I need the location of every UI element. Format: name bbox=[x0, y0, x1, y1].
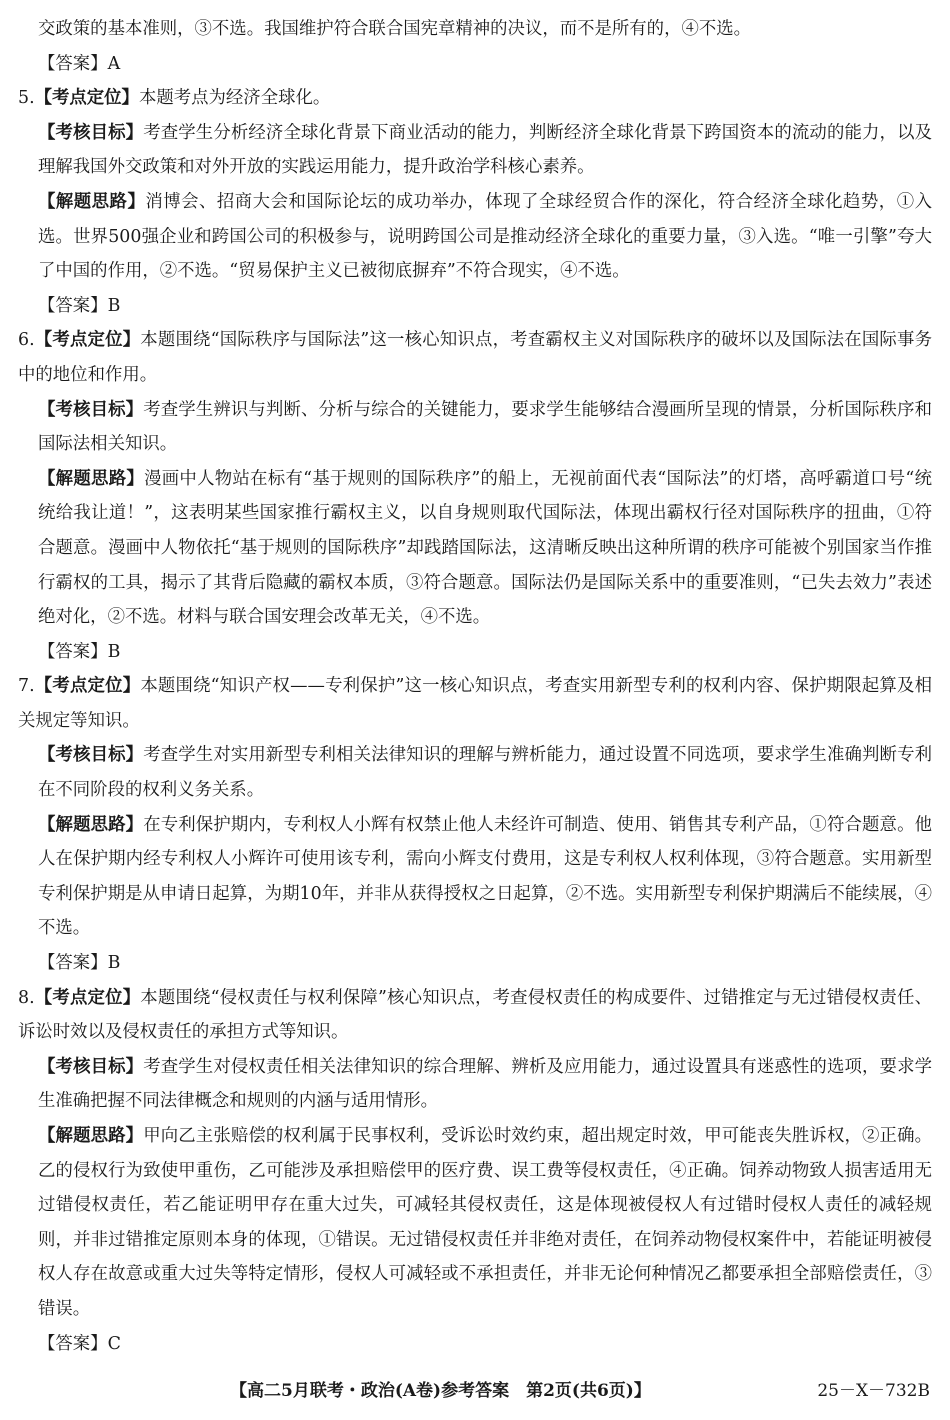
q5-idea-text: 消博会、招商大会和国际论坛的成功举办，体现了全球经贸合作的深化，符合经济全球化趋势，①入选。世界500强企业和跨国公司的积极参与，说明跨国公司是推动经济全球化的重要力量，③入选。“唯一引擎”夸大了中国的作用，②不选。“贸易保护主义已被彻底摒弃”不符合现实，④不选。 bbox=[38, 191, 932, 282]
q5-goal-tag: 【考核目标】 bbox=[38, 122, 144, 143]
q7-idea-tag: 【解题思路】 bbox=[38, 814, 144, 835]
footer-title: 【高二5月联考・政治(A卷)参考答案 第2页(共6页)】 bbox=[230, 1381, 651, 1401]
answer-q6: 【答案】B bbox=[38, 641, 121, 662]
q8-goal-text: 考查学生对侵权责任相关法律知识的综合理解、辨析及应用能力，通过设置具有迷惑性的选项，要求学生准确把握不同法律概念和规则的内涵与适用情形。 bbox=[38, 1056, 932, 1112]
q7-number: 7. bbox=[18, 676, 35, 697]
q6-number: 6. bbox=[18, 330, 35, 351]
q8-goal bbox=[18, 1050, 932, 1119]
footer-code: 25－X－732B bbox=[817, 1381, 930, 1401]
q7-location-text: 本题围绕“知识产权——专利保护”这一核心知识点，考查实用新型专利的权利内容、保护期限起算及相关规定等知识。 bbox=[18, 676, 932, 731]
q6-idea-tag: 【解题思路】 bbox=[38, 468, 145, 489]
q5-location-tag: 【考点定位】 bbox=[34, 88, 139, 109]
continuation-text: 交政策的基本准则，③不选。我国维护符合联合国宪章精神的决议，而不是所有的，④不选。 bbox=[38, 19, 752, 39]
q7-location bbox=[18, 669, 932, 738]
q6-goal-tag: 【考核目标】 bbox=[38, 399, 144, 420]
answer-q7: 【答案】B bbox=[38, 953, 121, 974]
q5-goal bbox=[18, 116, 932, 185]
q5-idea-tag: 【解题思路】 bbox=[38, 191, 146, 212]
q7-goal-text: 考查学生对实用新型专利相关法律知识的理解与辨析能力，通过设置不同选项，要求学生准确判断专利在不同阶段的权利义务关系。 bbox=[38, 745, 932, 801]
q6-location bbox=[18, 323, 932, 392]
q7-idea bbox=[18, 808, 932, 946]
q8-location bbox=[18, 981, 932, 1050]
q5-goal-text: 考查学生分析经济全球化背景下商业活动的能力，判断经济全球化背景下跨国资本的流动的能力，以及理解我国外交政策和对外开放的实践运用能力，提升政治学科核心素养。 bbox=[38, 122, 932, 178]
page-footer bbox=[0, 1374, 950, 1408]
q5-location bbox=[18, 81, 932, 116]
q7-location-tag: 【考点定位】 bbox=[34, 676, 141, 697]
q5-number: 5. bbox=[18, 88, 35, 109]
question-7 bbox=[18, 669, 932, 980]
q8-idea-text: 甲向乙主张赔偿的权利属于民事权利，受诉讼时效约束，超出规定时效，甲可能丧失胜诉权，②正确。乙的侵权行为致使甲重伤，乙可能涉及承担赔偿甲的医疗费、误工费等侵权责任，④正确。饲养动物致人损害适用无过错侵权责任，若乙能证明甲存在重大过失，可减轻其侵权责任，这是体现被侵权人有过错时侵权人责任的减轻规则，并非过错推定原则本身的体现，①错误。无过错侵权责任并非绝对责任，在饲养动物侵权案件中，若能证明被侵权人存在故意或重大过失等特定情形，侵权人可减轻或不承担责任，并非无论何种情况乙都要承担全部赔偿责任，③错误。 bbox=[38, 1126, 932, 1319]
q8-idea-tag: 【解题思路】 bbox=[38, 1126, 144, 1146]
q7-goal-tag: 【考核目标】 bbox=[38, 745, 144, 766]
answer-q8: 【答案】C bbox=[38, 1333, 121, 1354]
q7-idea-text: 在专利保护期内，专利权人小辉有权禁止他人未经许可制造、使用、销售其专利产品，①符合题意。他人在保护期内经专利权人小辉许可使用该专利，需向小辉支付费用，这是专利权人权利体现，③符合题意。实用新型专利保护期是从申请日起算，为期10年，并非从获得授权之日起算，②不选。实用新型专利保护期满后不能续展，④不选。 bbox=[38, 814, 932, 939]
q6-idea bbox=[18, 462, 932, 635]
question-8 bbox=[18, 981, 932, 1362]
q6-goal bbox=[18, 393, 932, 462]
answer-page bbox=[18, 12, 932, 1361]
question-5 bbox=[18, 81, 932, 323]
q6-location-text: 本题围绕“国际秩序与国际法”这一核心知识点，考查霸权主义对国际秩序的破坏以及国际法在国际事务中的地位和作用。 bbox=[18, 330, 932, 385]
q8-idea bbox=[18, 1119, 932, 1327]
q6-location-tag: 【考点定位】 bbox=[34, 330, 141, 351]
q6-goal-text: 考查学生辨识与判断、分析与综合的关键能力，要求学生能够结合漫画所呈现的情景，分析国际秩序和国际法相关知识。 bbox=[38, 399, 932, 455]
q8-location-text: 本题围绕“侵权责任与权利保障”核心知识点，考查侵权责任的构成要件、过错推定与无过错侵权责任、诉讼时效以及侵权责任的承担方式等知识。 bbox=[18, 987, 932, 1043]
answer-q4: 【答案】A bbox=[38, 53, 121, 74]
answer-q5: 【答案】B bbox=[38, 295, 121, 316]
q7-goal bbox=[18, 738, 932, 807]
question-6 bbox=[18, 323, 932, 669]
q5-idea bbox=[18, 185, 932, 289]
q8-location-tag: 【考点定位】 bbox=[34, 987, 141, 1008]
q8-number: 8. bbox=[18, 987, 35, 1008]
q8-goal-tag: 【考核目标】 bbox=[38, 1056, 144, 1077]
q5-location-text: 本题考点为经济全球化。 bbox=[138, 88, 331, 109]
q6-idea-text: 漫画中人物站在标有“基于规则的国际秩序”的船上，无视前面代表“国际法”的灯塔，高呼霸道口号“统统给我让道！”，这表明某些国家推行霸权主义，以自身规则取代国际法，体现出霸权行径对国际秩序的扭曲，①符合题意。漫画中人物依托“基于规则的国际秩序”却践踏国际法，这清晰反映出这种所谓的秩序可能被个别国家当作推行霸权的工具，揭示了其背后隐藏的霸权本质，③符合题意。国际法仍是国际关系中的重要准则，“已失去效力”表述绝对化，②不选。材料与联合国安理会改革无关，④不选。 bbox=[38, 468, 932, 628]
